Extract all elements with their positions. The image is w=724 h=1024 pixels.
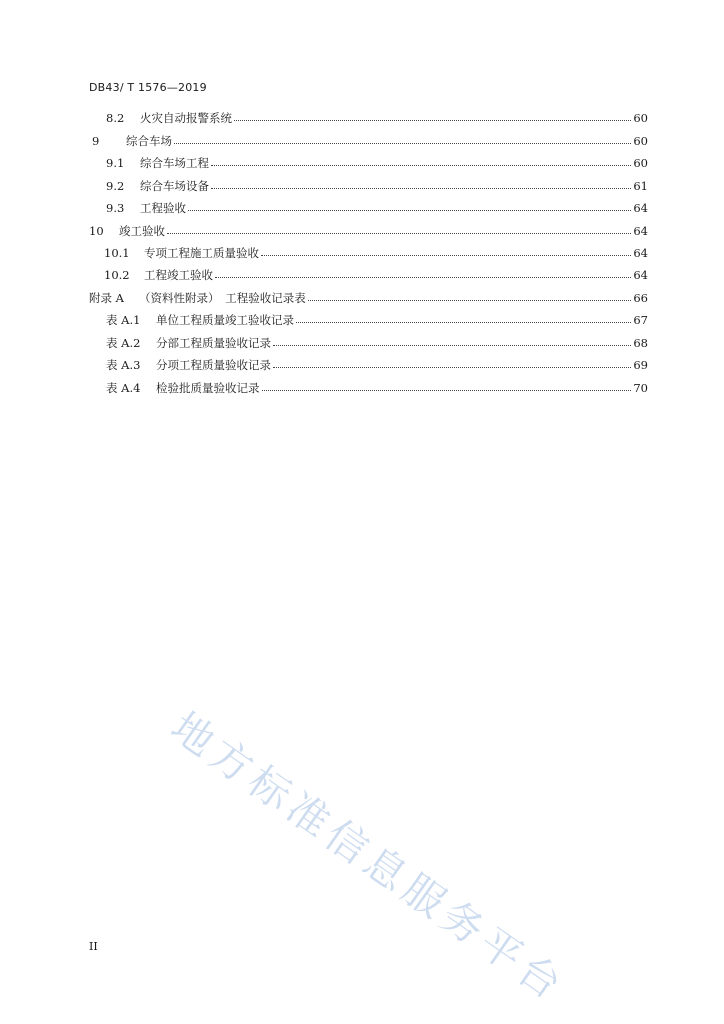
- toc-entry[interactable]: [106, 334, 648, 352]
- toc-entry-number: 表 A.1: [106, 313, 141, 327]
- toc-entry-title: 竣工验收: [119, 224, 165, 238]
- toc-entry-title: 综合车场设备: [140, 179, 209, 193]
- toc-entry-title: 单位工程质量竣工验收记录: [156, 313, 294, 327]
- toc-entry-page: 60: [633, 111, 648, 125]
- document-code: DB43/ T 1576—2019: [89, 81, 207, 94]
- page-number: II: [89, 940, 98, 953]
- toc-entry-page: 67: [633, 313, 648, 327]
- toc-entry-number: 10.1: [104, 246, 130, 260]
- toc-entry-title: 工程验收: [140, 201, 186, 215]
- toc-entry-page: 60: [633, 134, 648, 148]
- toc-entry-page: 64: [633, 201, 648, 215]
- toc-entry[interactable]: [106, 356, 648, 374]
- toc-entry-number: 10: [89, 224, 104, 238]
- toc-leader-dots: [215, 277, 631, 278]
- toc-entry-title: 分项工程质量验收记录: [156, 358, 271, 372]
- toc-entry[interactable]: [106, 177, 648, 195]
- toc-entry-page: 68: [633, 336, 648, 350]
- toc-entry[interactable]: [106, 379, 648, 397]
- toc-entry-number: 表 A.3: [106, 358, 141, 372]
- toc-leader-dots: [273, 345, 631, 346]
- toc-entry-number: 表 A.2: [106, 336, 141, 350]
- toc-entry-page: 60: [633, 156, 648, 170]
- toc-entry[interactable]: [92, 132, 648, 150]
- toc-entry-number: 9.1: [106, 156, 125, 170]
- toc-leader-dots: [262, 390, 632, 391]
- table-of-contents: [0, 0, 724, 420]
- toc-entry[interactable]: [106, 311, 648, 329]
- toc-leader-dots: [167, 233, 631, 234]
- toc-entry-title: 检验批质量验收记录: [156, 381, 260, 395]
- toc-entry-number: 表 A.4: [106, 381, 141, 395]
- toc-entry-title: 分部工程质量验收记录: [156, 336, 271, 350]
- toc-entry[interactable]: [106, 109, 648, 127]
- toc-entry[interactable]: [106, 154, 648, 172]
- toc-leader-dots: [273, 367, 631, 368]
- toc-entry-title: 综合车场: [126, 134, 172, 148]
- toc-entry-page: 61: [633, 179, 648, 193]
- toc-entry-page: 70: [633, 381, 648, 395]
- toc-entry[interactable]: [104, 266, 648, 284]
- toc-leader-dots: [174, 143, 631, 144]
- toc-entry-page: 64: [633, 268, 648, 282]
- toc-leader-dots: [234, 120, 631, 121]
- toc-leader-dots: [308, 300, 632, 301]
- toc-entry-page: 64: [633, 246, 648, 260]
- toc-entry[interactable]: [104, 244, 648, 262]
- toc-entry[interactable]: [89, 222, 648, 240]
- toc-leader-dots: [188, 210, 631, 211]
- toc-entry-title: 工程竣工验收: [144, 268, 213, 282]
- toc-entry-title: （资料性附录） 工程验收记录表: [139, 291, 306, 305]
- toc-entry-title: 专项工程施工质量验收: [144, 246, 259, 260]
- toc-entry-page: 66: [633, 291, 648, 305]
- toc-leader-dots: [296, 322, 631, 323]
- toc-entry-page: 69: [633, 358, 648, 372]
- toc-leader-dots: [211, 188, 631, 189]
- watermark: 地方标准信息服务平台: [162, 702, 575, 1012]
- toc-leader-dots: [261, 255, 631, 256]
- toc-entry-number: 9.2: [106, 179, 125, 193]
- toc-entry-number: 10.2: [104, 268, 130, 282]
- toc-entry[interactable]: [106, 199, 648, 217]
- toc-entry-title: 综合车场工程: [140, 156, 209, 170]
- toc-leader-dots: [211, 165, 631, 166]
- toc-entry-number: 8.2: [106, 111, 125, 125]
- toc-entry-number: 9: [92, 134, 100, 148]
- toc-entry[interactable]: [89, 289, 648, 307]
- toc-entry-number: 9.3: [106, 201, 125, 215]
- toc-entry-number: 附录 A: [89, 291, 124, 305]
- toc-entry-title: 火灾自动报警系统: [140, 111, 232, 125]
- toc-entry-page: 64: [633, 224, 648, 238]
